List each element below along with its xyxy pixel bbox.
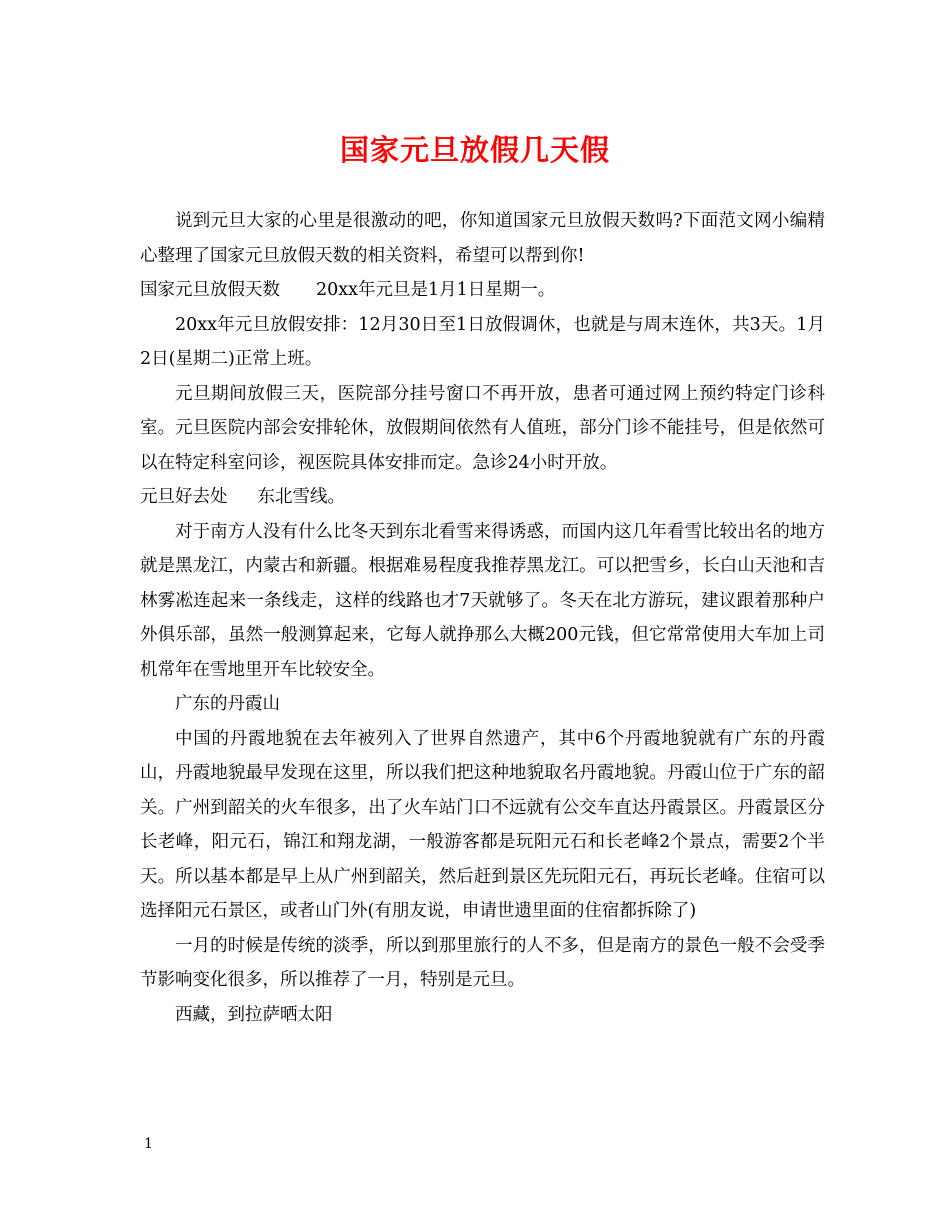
- paragraph-danxia: 中国的丹霞地貌在去年被列入了世界自然遗产，其中6个丹霞地貌就有广东的丹霞山，丹霞地貌最早发现在这里，所以我们把这种地貌取名丹霞地貌。丹霞山位于广东的韶关。广州到韶关的火车很多，出了火车站门口不远就有公交车直达丹霞景区。丹霞景区分长老峰，阳元石，锦江和翔龙湖，一般游客都是玩阳元石和长老峰2个景点，需要2个半天。所以基本都是早上从广州到韶关，然后赶到景区先玩阳元石，再玩长老峰。住宿可以选择阳元石景区，或者山门外(有朋友说，申请世遗里面的住宿都拆除了): [140, 728, 825, 921]
- document-body: [140, 204, 825, 1032]
- document-title: 国家元旦放假几天假: [339, 133, 610, 167]
- paragraph-destinations: [140, 480, 825, 515]
- section-text-destinations: 东北雪线。: [257, 487, 345, 507]
- section-label-holiday-days: 国家元旦放假天数: [140, 280, 280, 300]
- section-text-holiday-days: 20xx年元旦是1月1日星期一。: [316, 280, 556, 300]
- paragraph-northeast-snow: 对于南方人没有什么比冬天到东北看雪来得诱惑，而国内这几年看雪比较出名的地方就是黑龙江，内蒙古和新疆。根据难易程度我推荐黑龙江。可以把雪乡，长白山天池和吉林雾凇连起来一条线走，这样的线路也才7天就够了。冬天在北方游玩，建议跟着那种户外俱乐部，虽然一般测算起来，它每人就挣那么大概200元钱，但它常常使用大车加上司机常年在雪地里开车比较安全。: [140, 521, 825, 680]
- paragraph-tibet-heading: 西藏，到拉萨晒太阳: [175, 1004, 333, 1025]
- paragraph-schedule: 20xx年元旦放假安排：12月30日至1日放假调休，也就是与周末连休，共3天。1月2日(星期二)正常上班。: [140, 314, 825, 369]
- paragraph-january: 一月的时候是传统的淡季，所以到那里旅行的人不多，但是南方的景色一般不会受季节影响变化很多，所以推荐了一月，特别是元旦。: [140, 935, 825, 990]
- page-number: 1: [144, 1136, 153, 1152]
- paragraph-danxia-heading: 广东的丹霞山: [175, 694, 280, 714]
- paragraph-intro: 说到元旦大家的心里是很激动的吧，你知道国家元旦放假天数吗?下面范文网小编精心整理了国家元旦放假天数的相关资料，希望可以帮到你!: [140, 211, 825, 266]
- paragraph-holiday-days: [140, 273, 825, 308]
- section-label-destinations: 元旦好去处: [140, 487, 228, 507]
- paragraph-hospital: 元旦期间放假三天，医院部分挂号窗口不再开放，患者可通过网上预约特定门诊科室。元旦医院内部会安排轮休，放假期间依然有人值班，部分门诊不能挂号，但是依然可以在特定科室问诊，视医院具体安排而定。急诊24小时开放。: [140, 383, 825, 473]
